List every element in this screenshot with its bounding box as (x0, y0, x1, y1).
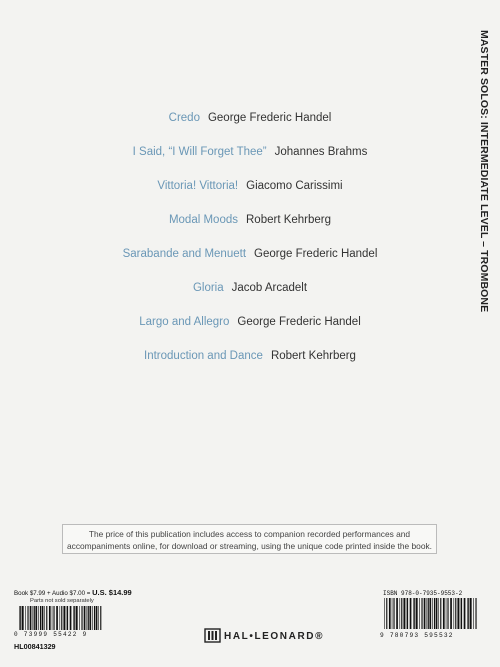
barcode-bar (436, 598, 438, 629)
barcode-bar (419, 598, 420, 629)
barcode-bar (454, 598, 455, 629)
barcode-bar (416, 598, 418, 629)
barcode-bar (468, 598, 469, 629)
piece-title: Gloria (192, 282, 224, 294)
barcode-bar (22, 606, 24, 630)
notice-line: accompaniments online, for download or streaming, using the unique code printed inside the book. (66, 540, 432, 551)
barcode-bar (30, 606, 32, 630)
price-line (14, 588, 132, 597)
isbn-digits: 9 780793 595532 (380, 632, 454, 639)
piece-title: I Said, “I Will Forget Thee” (132, 146, 267, 158)
barcode-bar (407, 598, 408, 629)
barcode-bar (410, 598, 412, 629)
price-total: U.S. $14.99 (92, 588, 132, 597)
barcode-bar (44, 606, 45, 630)
piece-composer: George Frederic Handel (207, 112, 332, 124)
barcode-bar (403, 598, 405, 629)
barcode-bar (49, 606, 51, 630)
spine-title: MASTER SOLOS: INTERMEDIATE LEVEL – TROMBONE (478, 30, 490, 313)
isbn-label: ISBN 978-0-7935-9553-2 (383, 590, 463, 597)
list-item (0, 316, 500, 328)
upc-digits: 0 73999 55422 9 (14, 631, 88, 638)
barcode-bar (60, 606, 61, 630)
barcode-bar (52, 606, 53, 630)
barcode-bar (434, 598, 435, 629)
barcode-bar (84, 606, 86, 630)
piece-title: Introduction and Dance (144, 350, 263, 362)
list-item (0, 180, 500, 192)
notice-line: The price of this publication includes access to companion recorded performances and (88, 529, 411, 539)
barcode-bar (424, 598, 426, 629)
barcode-bar (464, 598, 466, 629)
barcode-bar (42, 606, 44, 630)
publisher-name: HAL•LEONARD® (224, 631, 325, 642)
barcode-bar (401, 598, 402, 629)
barcode-bar (38, 606, 39, 630)
barcode-bar (73, 606, 74, 630)
barcode-bar (67, 606, 68, 630)
barcode-bar (33, 606, 34, 630)
price-breakdown: Book $7.99 + Audio $7.00 = (14, 590, 93, 597)
barcode-bar (66, 606, 67, 630)
barcode-bar (19, 606, 20, 630)
barcode-bar (87, 606, 88, 630)
barcode-bar (92, 606, 93, 630)
spine (472, 0, 500, 667)
list-item (0, 146, 500, 158)
barcode-bar (443, 598, 445, 629)
piece-composer: George Frederic Handel (254, 248, 378, 260)
barcode-bar (100, 606, 101, 630)
list-item (0, 248, 500, 260)
piece-title: Credo (168, 112, 200, 124)
barcode-bar (20, 606, 21, 630)
companion-audio-notice (62, 524, 437, 554)
barcode-bar (421, 598, 422, 629)
list-item (0, 112, 500, 124)
barcode-bar (460, 598, 461, 629)
barcode-bar (473, 598, 474, 629)
barcode-bar (406, 598, 407, 629)
piece-composer: Johannes Brahms (274, 146, 368, 158)
piece-composer: George Frederic Handel (237, 316, 361, 328)
list-item (0, 282, 500, 294)
barcode-bar (94, 606, 95, 630)
barcode-bar (475, 598, 476, 629)
piece-title: Largo and Allegro (139, 316, 230, 328)
barcode-bar (414, 598, 415, 629)
barcode-bar (461, 598, 462, 629)
barcode-bar (76, 606, 78, 630)
barcode-bar (35, 606, 37, 630)
publisher-logo (204, 628, 324, 644)
barcode-bar (98, 606, 99, 630)
barcode-bar (455, 598, 456, 629)
barcode-bar (25, 606, 26, 630)
piece-composer: Robert Kehrberg (246, 214, 332, 226)
parts-note: Parts not sold separately (30, 598, 94, 604)
barcode-bar (386, 598, 387, 629)
hal-leonard-mark-icon (204, 628, 222, 644)
barcode-bar (40, 606, 41, 630)
barcode-bar (427, 598, 428, 629)
barcode-bar (470, 598, 472, 629)
barcode-bar (413, 598, 414, 629)
barcode-bar (70, 606, 72, 630)
barcode-bar (88, 606, 89, 630)
barcode-bar (53, 606, 54, 630)
barcode-bar (428, 598, 429, 629)
piece-composer: Jacob Arcadelt (231, 282, 308, 294)
barcode-bar (81, 606, 82, 630)
barcode-bar (392, 598, 393, 629)
barcode-bar (34, 606, 35, 630)
barcode-bar (27, 606, 28, 630)
barcode-bar (440, 598, 441, 629)
barcode-bar (429, 598, 431, 629)
barcode-bar (384, 598, 385, 629)
barcode-bar (46, 606, 47, 630)
barcode-bar (389, 598, 391, 629)
barcode-bar (61, 606, 62, 630)
barcode-bar (56, 606, 58, 630)
barcode-bar (74, 606, 75, 630)
barcode-bar (432, 598, 433, 629)
barcode-bar (446, 598, 447, 629)
barcode-bar (438, 598, 439, 629)
barcode-bar (396, 598, 398, 629)
piece-title: Modal Moods (168, 214, 238, 226)
piece-title: Vittoria! Vittoria! (157, 180, 239, 192)
piece-title: Sarabande and Menuett (122, 248, 247, 260)
piece-composer: Robert Kehrberg (270, 350, 356, 362)
barcode-bar (450, 598, 452, 629)
barcode-bar (79, 606, 80, 630)
list-item (0, 350, 500, 362)
piece-composer: Giacomo Carissimi (246, 180, 343, 192)
barcode-bar (457, 598, 459, 629)
list-item (0, 214, 500, 226)
catalog-number: HL00841329 (14, 642, 56, 651)
barcode-bar (393, 598, 394, 629)
barcode-bar (447, 598, 448, 629)
barcode-bar (89, 606, 91, 630)
barcode-bar (63, 606, 65, 630)
barcode-bar (96, 606, 98, 630)
barcode-bar (400, 598, 401, 629)
barcode-bar (467, 598, 468, 629)
isbn-barcode (383, 598, 479, 631)
